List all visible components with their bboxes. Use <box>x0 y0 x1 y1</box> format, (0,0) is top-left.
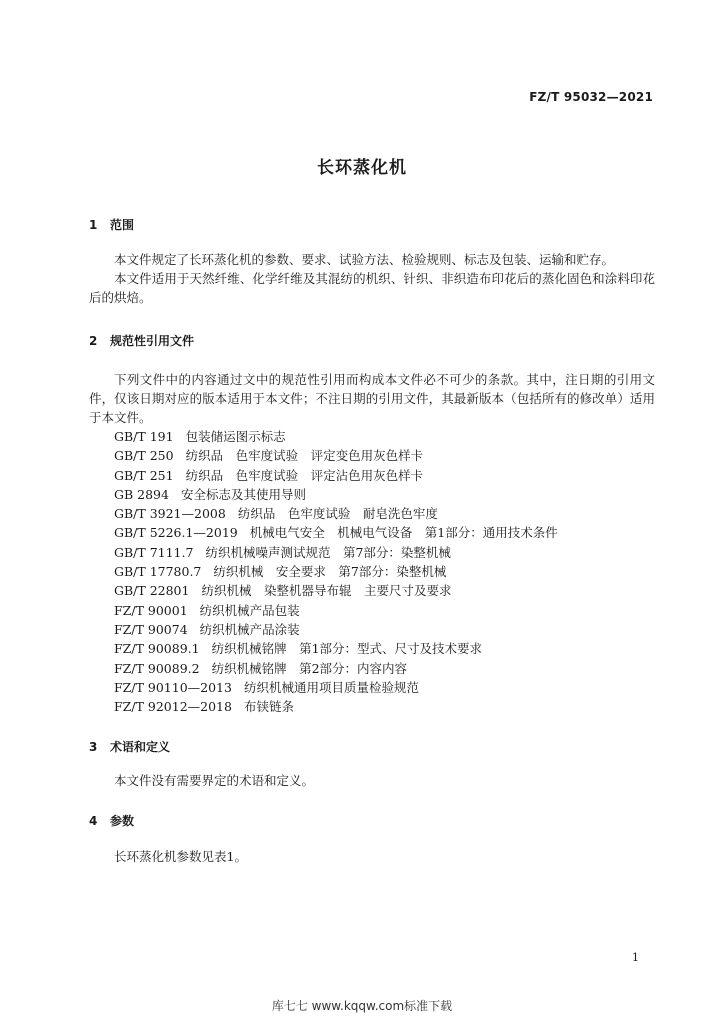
reference-title: 包装储运图示标志 <box>185 429 286 444</box>
reference-item <box>114 601 558 620</box>
normative-reference-list <box>114 427 558 716</box>
reference-title: 纺织机械铭牌 第1部分：型式、尺寸及技术要求 <box>211 641 483 657</box>
reference-title: 机械电气安全 机械电气设备 第1部分：通用技术条件 <box>249 525 558 541</box>
reference-item <box>114 543 558 562</box>
scope-paragraph-2: 本文件适用于天然纤维、化学纤维及其混纺的机织、针织、非织造布印花后的蒸化固色和涂料印花后的烘焙。 <box>89 271 655 305</box>
reference-item <box>114 523 558 542</box>
reference-code: GB/T 17780.7 <box>114 564 202 580</box>
reference-code: GB/T 3921—2008 <box>114 506 226 522</box>
standard-code: FZ/T 95032—2021 <box>529 90 653 104</box>
reference-item <box>114 466 558 485</box>
reference-item <box>114 659 558 678</box>
document-title: 长环蒸化机 <box>317 158 407 178</box>
normative-intro-paragraph: 下列文件中的内容通过文中的规范性引用而构成本文件必不可少的条款。其中，注日期的引用文件，仅该日期对应的版本适用于本文件；不注日期的引用文件，其最新版本（包括所有的修改单）适用于本文件。 <box>89 372 655 425</box>
reference-item <box>114 427 558 446</box>
reference-code: FZ/T 90089.1 <box>114 641 200 657</box>
reference-code: GB/T 5226.1—2019 <box>114 525 238 541</box>
reference-item <box>114 678 558 697</box>
section-number: 4 <box>89 814 98 828</box>
reference-code: FZ/T 92012—2018 <box>114 699 232 715</box>
reference-code: GB/T 250 <box>114 448 174 464</box>
reference-item <box>114 697 558 716</box>
reference-code: FZ/T 90001 <box>114 602 188 618</box>
section-title: 术语和定义 <box>110 740 171 754</box>
footer-watermark: 库七七 www.kqqw.com标准下载 <box>271 999 453 1013</box>
reference-title: 纺织机械铭牌 第2部分：内容内容 <box>211 660 408 676</box>
reference-code: FZ/T 90110—2013 <box>114 679 232 695</box>
reference-item <box>114 581 558 600</box>
reference-title: 纺织机械产品涂装 <box>199 621 300 637</box>
section-4-heading <box>89 812 134 829</box>
reference-item <box>114 446 558 465</box>
reference-item <box>114 485 558 504</box>
scope-paragraph-1: 本文件规定了长环蒸化机的参数、要求、试验方法、检验规则、标志及包装、运输和贮存。 <box>114 252 615 267</box>
section-1-heading <box>89 216 134 233</box>
section-3-heading <box>89 738 170 755</box>
reference-title: 纺织机械噪声测试规范 第7部分：染整机械 <box>205 544 451 560</box>
reference-code: GB/T 251 <box>114 467 174 483</box>
reference-code: FZ/T 90074 <box>114 621 188 637</box>
reference-title: 纺织品 色牢度试验 评定变色用灰色样卡 <box>185 448 424 464</box>
reference-item <box>114 562 558 581</box>
section-number: 2 <box>89 334 98 348</box>
section-title: 规范性引用文件 <box>110 334 195 348</box>
section-2-heading <box>89 332 194 349</box>
reference-code: GB/T 191 <box>114 429 174 444</box>
reference-code: GB/T 7111.7 <box>114 544 194 560</box>
reference-item <box>114 620 558 639</box>
reference-code: GB/T 22801 <box>114 583 190 599</box>
reference-code: FZ/T 90089.2 <box>114 660 200 676</box>
reference-title: 纺织机械 安全要求 第7部分：染整机械 <box>213 564 447 580</box>
reference-item <box>114 504 558 523</box>
reference-title: 纺织机械 染整机器导布辊 主要尺寸及要求 <box>201 583 452 599</box>
reference-title: 纺织机械通用项目质量检验规范 <box>243 679 419 695</box>
reference-title: 安全标志及其使用导则 <box>180 486 306 502</box>
section-number: 3 <box>89 740 98 754</box>
reference-title: 布铗链条 <box>243 699 294 715</box>
reference-title: 纺织品 色牢度试验 评定沾色用灰色样卡 <box>185 467 424 483</box>
terms-paragraph: 本文件没有需要界定的术语和定义。 <box>114 773 315 788</box>
page-number: 1 <box>632 951 639 964</box>
parameters-paragraph: 长环蒸化机参数见表1。 <box>114 849 247 864</box>
reference-item <box>114 639 558 658</box>
reference-title: 纺织品 色牢度试验 耐皂洗色牢度 <box>237 506 438 522</box>
reference-code: GB 2894 <box>114 486 169 502</box>
reference-title: 纺织机械产品包装 <box>199 602 300 618</box>
section-title: 参数 <box>110 814 135 828</box>
section-title: 范围 <box>110 218 135 232</box>
section-number: 1 <box>89 218 98 232</box>
